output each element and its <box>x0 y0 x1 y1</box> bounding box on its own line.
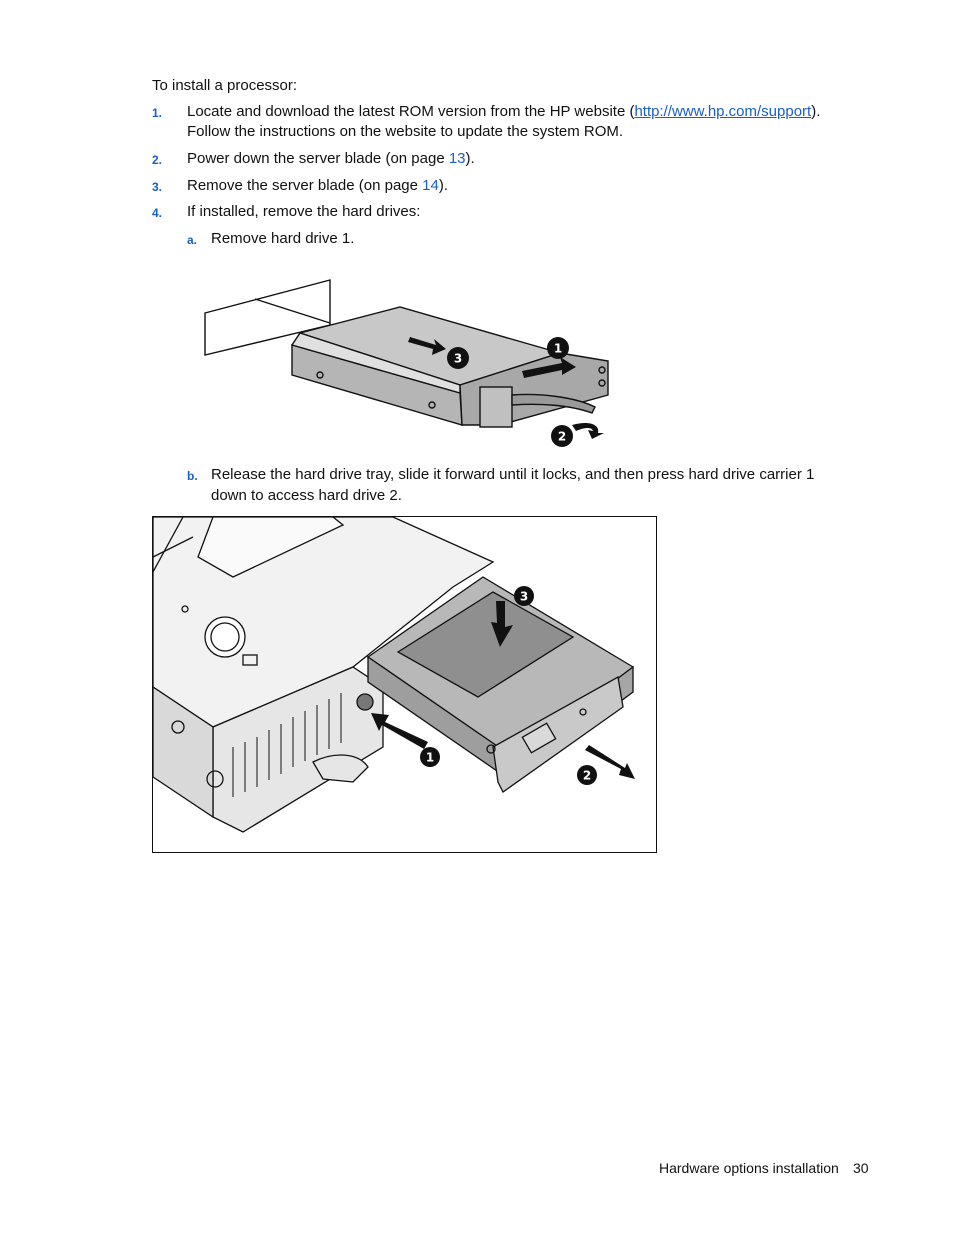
substep-b-letter: b. <box>187 469 198 483</box>
figure-release-drive-tray-art <box>153 517 657 853</box>
substep-a-text: Remove hard drive 1. <box>211 230 355 247</box>
step-2-number: 2. <box>152 153 163 167</box>
substep-b-text-line1: Release the hard drive tray, slide it forward until it locks, and then press hard drive carrier 1 <box>211 466 815 483</box>
intro-text: To install a processor: <box>152 77 298 94</box>
step-1-text <box>187 102 820 122</box>
step-1-text-end: ). <box>811 103 821 120</box>
step-4-number: 4. <box>152 206 163 220</box>
figure2-callout-2: 2 <box>582 768 592 783</box>
step-2-text <box>187 149 475 169</box>
figure2-callout-3: 3 <box>519 589 529 604</box>
step-1-text-line2: Follow the instructions on the website to update the system ROM. <box>187 123 624 140</box>
figure-release-drive-tray <box>152 516 657 853</box>
figure-remove-hard-drive-1 <box>200 275 620 455</box>
footer-page-number: 30 <box>853 1160 869 1176</box>
step-1-text-start: Locate and download the latest ROM version from the HP website ( <box>187 103 635 120</box>
substep-b-text-line2: down to access hard drive 2. <box>211 487 402 504</box>
figure1-callout-1: 1 <box>553 341 563 356</box>
step-2-text-end: ). <box>465 150 475 167</box>
figure1-callout-2: 2 <box>557 429 567 444</box>
step-3-number: 3. <box>152 180 163 194</box>
step-1-number: 1. <box>152 106 163 120</box>
page-14-link[interactable]: 14 <box>422 177 439 194</box>
figure1-callout-3: 3 <box>453 351 463 366</box>
step-2-text-start: Power down the server blade (on page <box>187 150 449 167</box>
footer-section-title: Hardware options installation <box>659 1160 839 1176</box>
step-3-text-start: Remove the server blade (on page <box>187 177 423 194</box>
step-3-text <box>187 176 448 196</box>
page-13-link[interactable]: 13 <box>448 150 466 167</box>
figure2-callout-1: 1 <box>425 750 435 765</box>
step-4-text: If installed, remove the hard drives: <box>187 203 421 220</box>
substep-a-letter: a. <box>187 233 198 247</box>
hp-support-link[interactable]: http://www.hp.com/support <box>634 103 812 120</box>
step-3-text-end: ). <box>438 177 448 194</box>
